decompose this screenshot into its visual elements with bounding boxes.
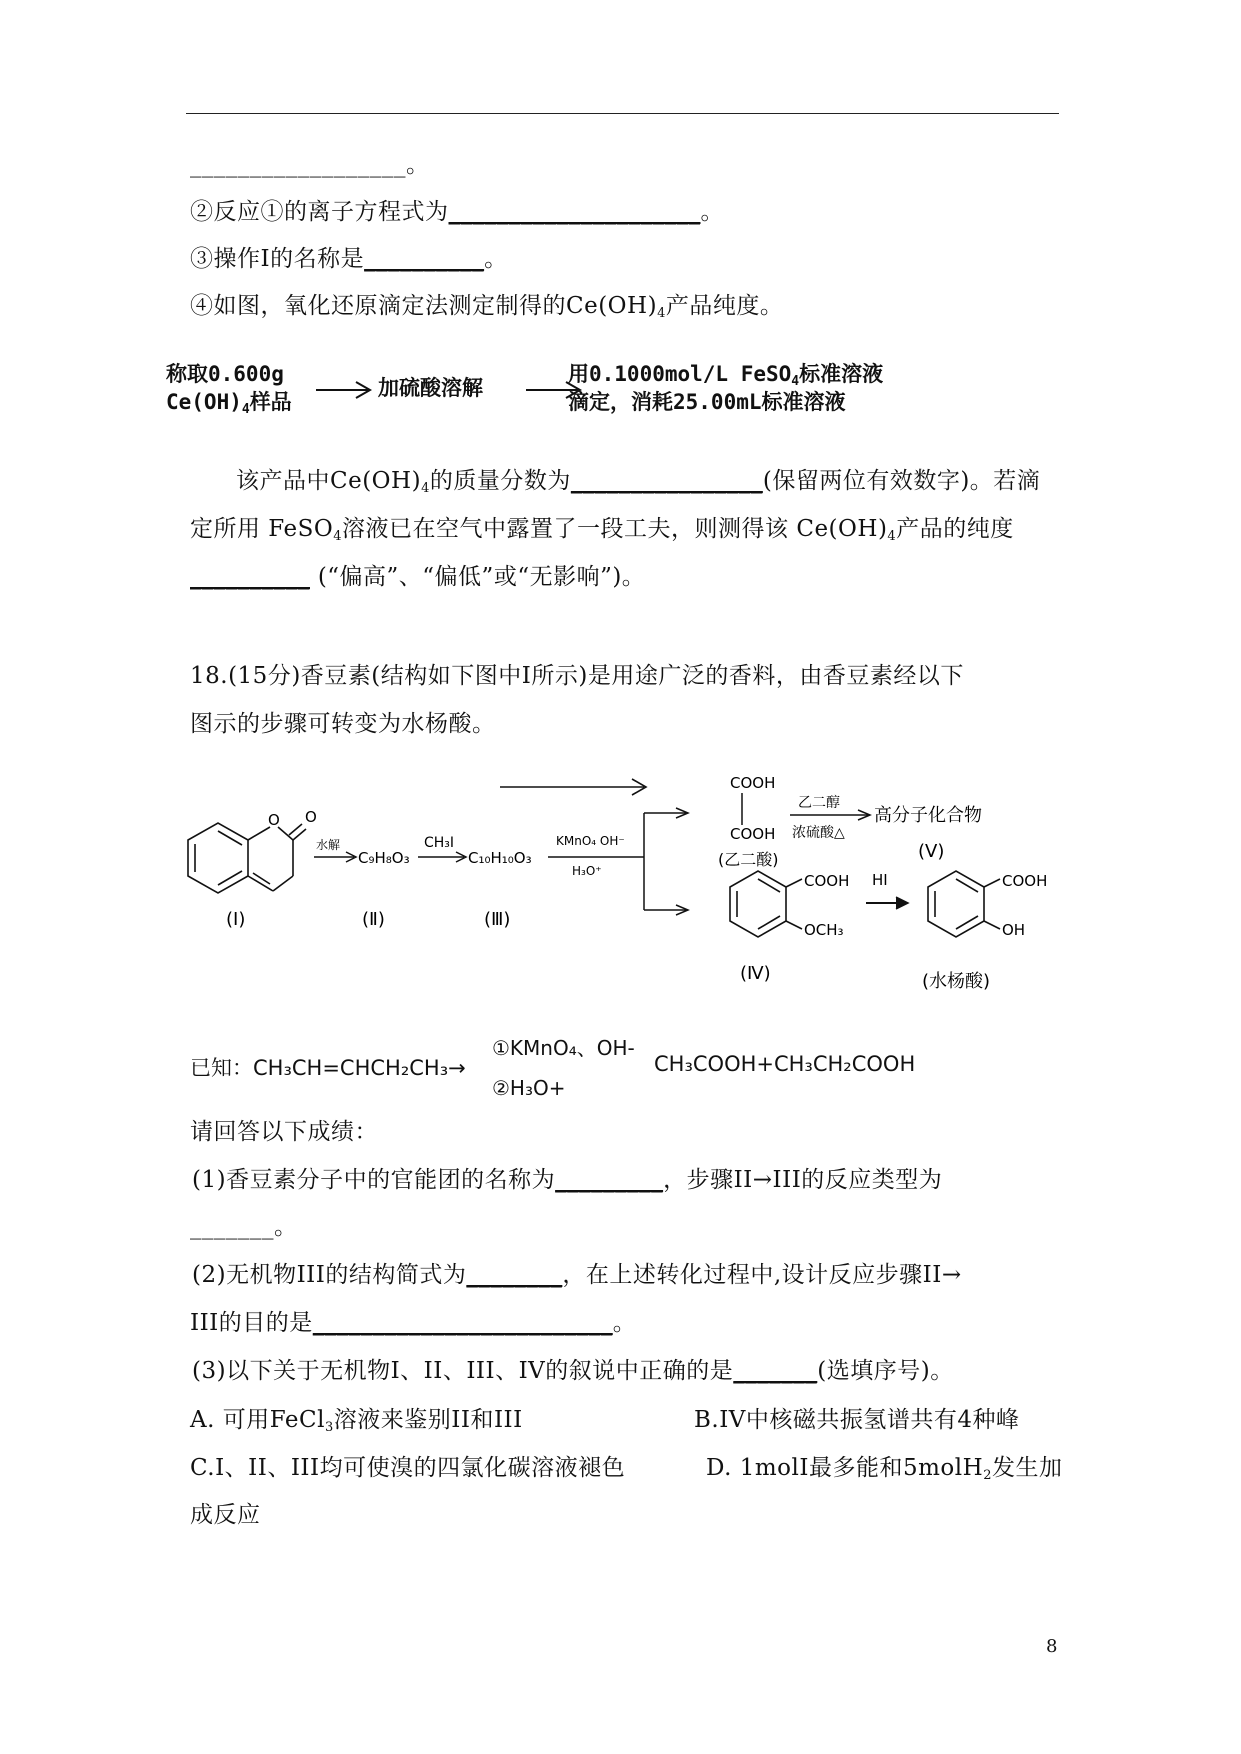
q18-part1-line1: (1)香豆素分子中的官能团的名称为_________，步骤II→III的反应类型为 xyxy=(192,1167,943,1193)
compound-ii-formula: C₉H₈O₃ xyxy=(358,849,410,867)
answer-blank: _____________________ xyxy=(448,199,701,225)
answer-blank: _______ xyxy=(190,1214,274,1240)
known-products: CH₃COOH+CH₃CH₂COOH xyxy=(654,1052,916,1076)
hi-reagent-label: HI xyxy=(872,871,888,889)
compound-iii-label: (Ⅲ) xyxy=(484,909,511,930)
iv-cooh-label: COOH xyxy=(804,872,850,890)
header-rule xyxy=(186,113,1059,114)
known-condition-bottom: ②H₃O+ xyxy=(492,1076,566,1100)
flow-step-dissolve: 加硫酸溶解 xyxy=(378,376,483,400)
carbonyl-oxygen-label: O xyxy=(305,808,317,826)
salicylic-oh-label: OH xyxy=(1002,921,1026,939)
oxalic-cooh-bottom: COOH xyxy=(730,825,776,843)
q18-part3: (3)以下关于无机物I、II、III、IV的叙说中正确的是_______(选填序号)。 xyxy=(192,1358,954,1384)
polymer-label: 高分子化合物 xyxy=(874,805,982,826)
known-condition-top: ①KMnO₄、OH- xyxy=(492,1036,635,1060)
flow-step-titrate: 用0.1000mol/L FeSO$_4$标准溶液 滴定，消耗25.00mL标准溶液 xyxy=(568,362,884,414)
answer-blank: __________ xyxy=(190,564,310,590)
compound-iv-label: (Ⅳ) xyxy=(740,963,771,984)
q17-part3: ③操作Ⅰ的名称是__________。 xyxy=(190,246,508,272)
known-reaction xyxy=(190,1032,990,1108)
oxalic-acid-label: (乙二酸) xyxy=(718,850,779,869)
arrow3-acid: H₃O⁺ xyxy=(572,864,602,878)
flow-step-weigh: 称取0.600g $Ce(OH)_4$样品 xyxy=(166,362,292,417)
arrow3-conditions: KMnO₄ OH⁻ xyxy=(556,834,625,848)
compound-iv-structure xyxy=(730,871,802,937)
coumarin-structure xyxy=(188,823,306,893)
salicylic-cooh-label: COOH xyxy=(1002,872,1048,890)
flow-arrow-icon xyxy=(314,378,374,402)
compound-iii-formula: C₁₀H₁₀O₃ xyxy=(468,849,532,867)
option-c: C.I、II、III均可使溴的四氯化碳溶液褪色 xyxy=(190,1455,626,1481)
known-reactant: 已知：CH₃CH=CHCH₂CH₃→ xyxy=(190,1056,466,1080)
q17-paragraph-line3: __________ (“偏高”、“偏低”或“无影响”)。 xyxy=(190,564,646,590)
ring-oxygen-label: O xyxy=(268,811,280,829)
option-b: B.IV中核磁共振氢谱共有4种峰 xyxy=(694,1407,1020,1433)
q18-part2-line1: (2)无机物III的结构简式为________，在上述转化过程中,设计反应步骤II→ xyxy=(192,1262,962,1288)
answer-blank-line: __________________。 xyxy=(190,152,430,178)
arrow-v-catalyst: 浓硫酸△ xyxy=(792,825,845,841)
arrow2-label: CH₃I xyxy=(424,835,455,851)
q18-part2-line2: III的目的是_________________________。 xyxy=(190,1310,637,1336)
q17-part2: ②反应①的离子方程式为_____________________。 xyxy=(190,199,724,225)
q18-intro-line2: 图示的步骤可转变为水杨酸。 xyxy=(190,711,496,737)
reaction-scheme xyxy=(178,765,1078,1005)
page-number: 8 xyxy=(1046,1636,1058,1657)
salicylic-acid-structure xyxy=(928,871,1000,937)
oxalic-cooh-top: COOH xyxy=(730,774,776,792)
titration-flow-diagram xyxy=(166,360,946,430)
option-a: A. 可用FeCl$_3$溶液来鉴别II和III xyxy=(190,1407,523,1435)
answer-blank: _________________________ xyxy=(312,1310,613,1336)
option-d: D. 1molI最多能和5molH$_2$发生加 xyxy=(706,1455,1063,1483)
q17-part4: ④如图，氧化还原滴定法测定制得的$Ce(OH)_4$产品纯度。 xyxy=(190,293,784,321)
salicylic-acid-label: (水杨酸) xyxy=(922,971,991,992)
answer-blank: ________________ xyxy=(570,468,763,494)
q18-part1-line2: _______。 xyxy=(190,1214,298,1240)
q18-ask: 请回答以下成绩： xyxy=(190,1119,378,1145)
q17-paragraph-line1: 该产品中$Ce(OH)_4$的质量分数为________________(保留两位有效数字)。若滴 xyxy=(236,468,1041,496)
compound-i-label: (Ⅰ) xyxy=(226,909,246,930)
arrow-v-conditions: 乙二醇 xyxy=(798,795,840,811)
answer-blank: _________ xyxy=(555,1167,664,1193)
compound-ii-label: (Ⅱ) xyxy=(362,909,385,930)
option-d-continued: 成反应 xyxy=(190,1502,261,1528)
answer-blank: ________ xyxy=(466,1262,563,1288)
compound-v-label: (Ⅴ) xyxy=(918,841,945,862)
arrow1-label: 水解 xyxy=(316,838,341,852)
iv-och3-label: OCH₃ xyxy=(804,921,844,939)
answer-blank: _______ xyxy=(733,1358,818,1384)
answer-blank: __________ xyxy=(364,246,485,272)
q18-intro-line1: 18.(15分)香豆素(结构如下图中Ⅰ所示)是用途广泛的香料，由香豆素经以下 xyxy=(190,663,964,689)
q17-paragraph-line2: 定所用 FeSO$_4$溶液已在空气中露置了一段工夫，则测得该 $Ce(OH)_4$产品的纯度 xyxy=(190,516,1014,544)
